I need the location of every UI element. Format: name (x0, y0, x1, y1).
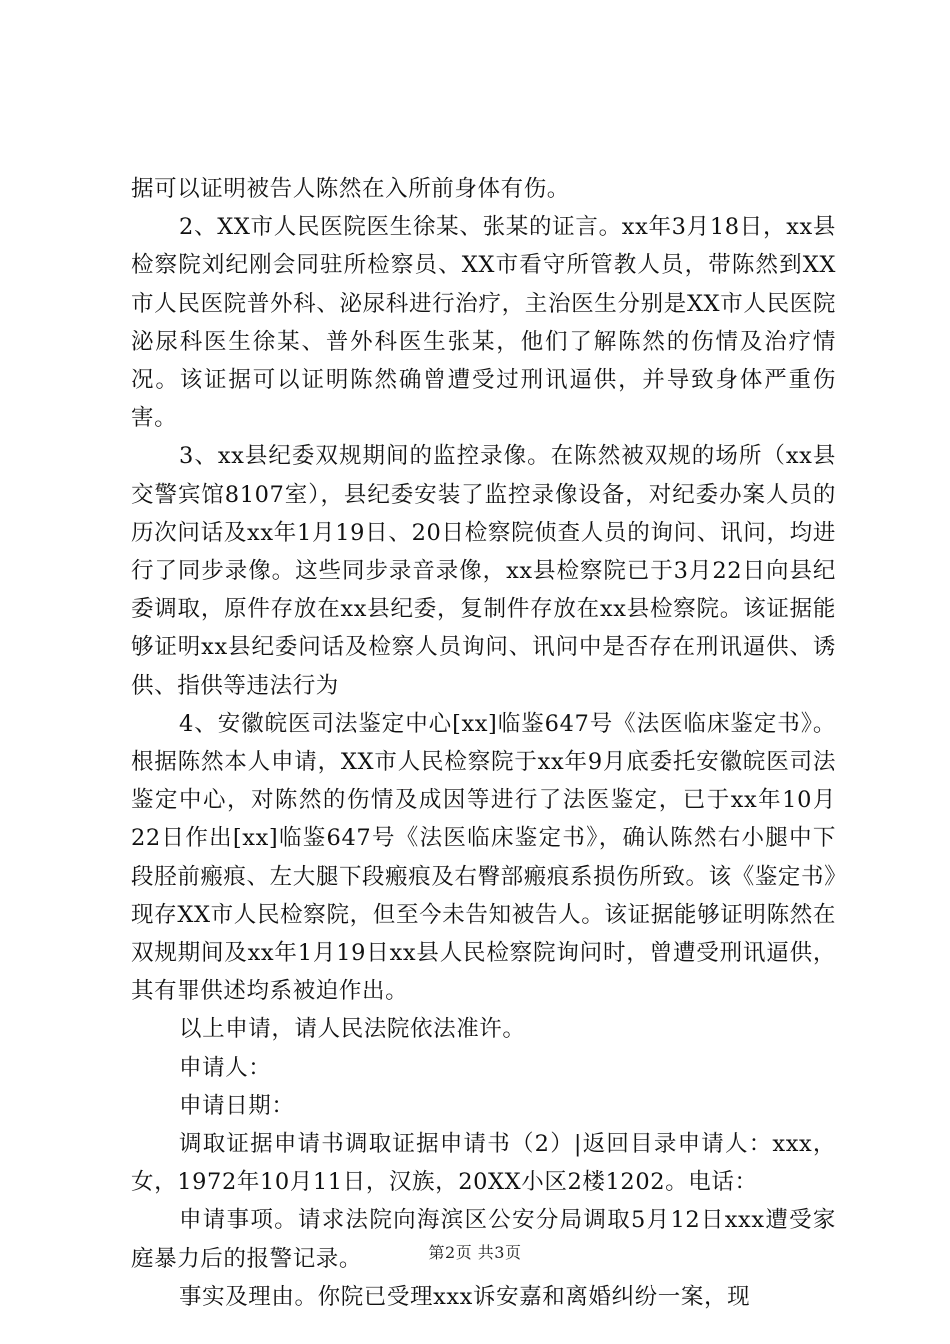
paragraph-4: 4、安徽皖医司法鉴定中心[xx]临鉴647号《法医临床鉴定书》。根据陈然本人申请，XX市人民检察院于xx年9月底委托安徽皖医司法鉴定中心，对陈然的伤情及成因等进行了法医鉴定，已于xx年10月22日作出[xx]临鉴647号《法医临床鉴定书》，确认陈然右小腿中下段胫前瘢痕、左大腿下段瘢痕及右臀部瘢痕系损伤所致。该《鉴定书》现存XX市人民检察院，但至今未告知被告人。该证据能够证明陈然在双规期间及xx年1月19日xx县人民检察院询问时，曾遭受刑讯逼供，其有罪供述均系被迫作出。 (131, 710, 836, 1005)
paragraph-10: 事实及理由。你院已受理xxx诉安嘉和离婚纠纷一案，现 (179, 1283, 751, 1310)
paragraph-3: 3、xx县纪委双规期间的监控录像。在陈然被双规的场所（xx县交警宾馆8107室），县纪委安装了监控录像设备，对纪委办案人员的历次问话及xx年1月19日、20日检察院侦查人员的询问、讯问，均进行了同步录像。这些同步录音录像，xx县检察院已于3月22日向县纪委调取，原件存放在xx县纪委，复制件存放在xx县检察院。该证据能够证明xx县纪委问话及检察人员询问、讯问中是否存在刑讯逼供、诱供、指供等违法行为 (131, 443, 836, 699)
applicant-line: 申请人： (179, 1054, 272, 1081)
application-date-line: 申请日期： (179, 1092, 295, 1119)
paragraph-1: 据可以证明被告人陈然在入所前身体有伤。 (131, 176, 570, 202)
page-footer: 第2页 共3页 (428, 1243, 522, 1262)
paragraph-8: 调取证据申请书调取证据申请书（2）|返回目录申请人：xxx，女，1972年10月11日，汉族，20XX小区2楼1202。电话： (131, 1131, 836, 1196)
paragraph-9: 申请事项。请求法院向海滨区公安分局调取5月12日xxx遭受家庭暴力后的报警记录。 (131, 1207, 836, 1272)
paragraph-5: 以上申请，请人民法院依法准许。 (179, 1016, 526, 1043)
paragraph-2: 2、XX市人民医院医生徐某、张某的证言。xx年3月18日，xx县检察院刘纪刚会同驻所检察员、XX市看守所管教人员，带陈然到XX市人民医院普外科、泌尿科进行治疗，主治医生分别是XX市人民医院泌尿科医生徐某、普外科医生张某，他们了解陈然的伤情及治疗情况。该证据可以证明陈然确曾遭受过刑讯逼供，并导致身体严重伤害。 (131, 214, 836, 432)
document-body (131, 170, 836, 1316)
